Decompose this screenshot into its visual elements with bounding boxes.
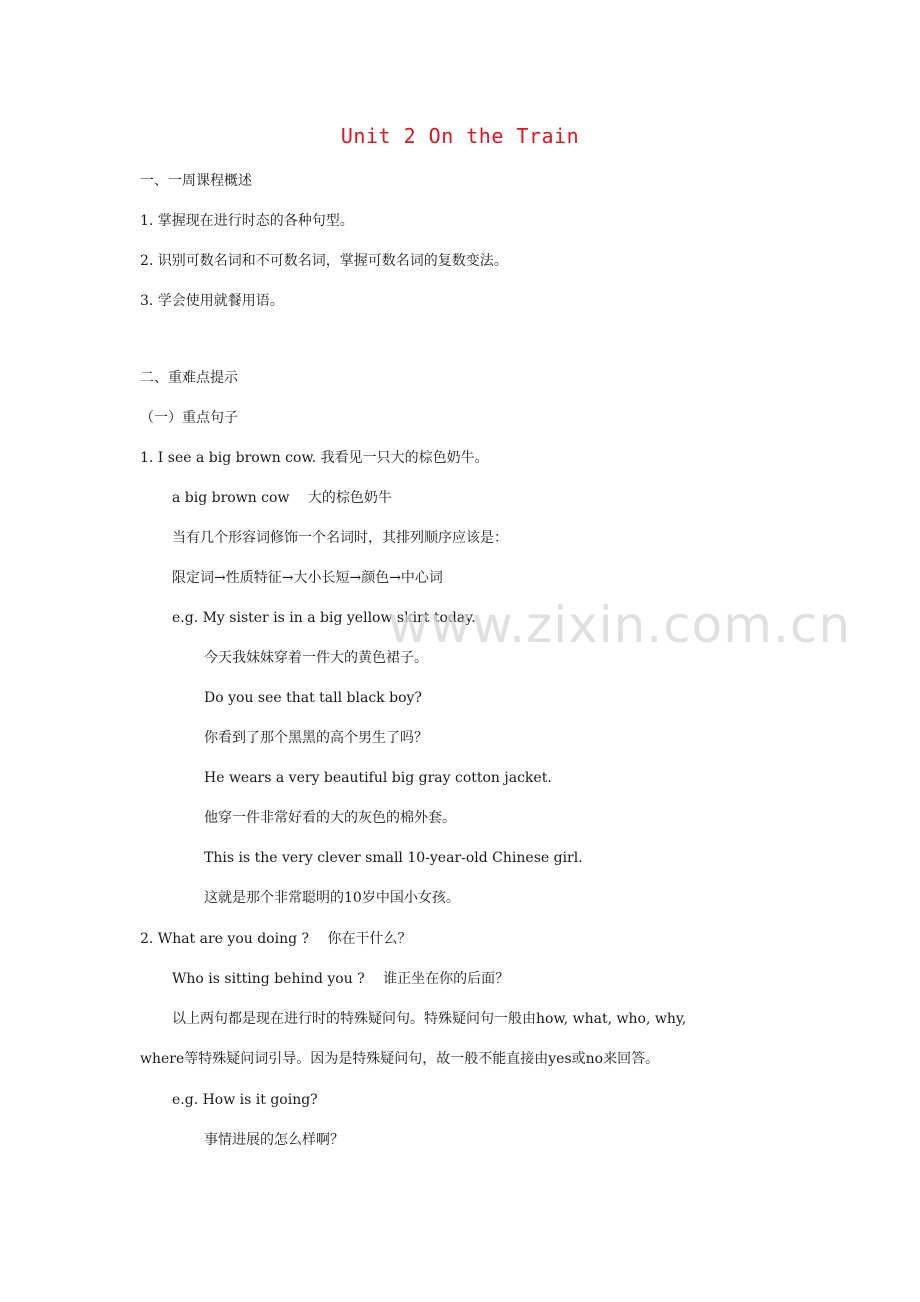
example-translation: 事情进展的怎么样啊？ [204,1132,344,1148]
key-sentence-2: 2. What are you doing ? 你在干什么？ [140,931,412,947]
explanation-line-2: where等特殊疑问词引导。因为是特殊疑问句，故一般不能直接由yes或no来回答。 [140,1051,660,1067]
section1-heading: 一、一周课程概述 [140,173,252,189]
example-line: 这就是那个非常聪明的10岁中国小女孩。 [204,890,460,906]
section1-item-3: 3. 学会使用就餐用语。 [140,293,284,309]
section1-item-2: 2. 识别可数名词和不可数名词，掌握可数名词的复数变法。 [140,253,508,269]
example-line: 你看到了那个黑黑的高个男生了吗？ [204,730,428,746]
section2-subheading: （一）重点句子 [140,410,238,426]
example-line: 他穿一件非常好看的大的灰色的棉外套。 [204,810,456,826]
example-line: 今天我妹妹穿着一件大的黄色裙子。 [204,650,428,666]
adjective-order-rule: 限定词→性质特征→大小长短→颜色→中心词 [172,570,443,586]
explanation-line-1: 以上两句都是现在进行时的特殊疑问句。特殊疑问句一般由how, what, who, why, [172,1011,687,1027]
key-sentence-1: 1. I see a big brown cow. 我看见一只大的棕色奶牛。 [140,450,489,466]
section2-heading: 二、重难点提示 [140,370,238,386]
key-phrase: a big brown cow 大的棕色奶牛 [172,490,392,506]
example-line: Do you see that tall black boy? [204,690,422,706]
example-intro-2: e.g. How is it going? [172,1092,318,1108]
site-watermark: www.zixin.com.cn [388,596,852,654]
example-line: He wears a very beautiful big gray cotton jacket. [204,770,552,786]
example-intro: e.g. My sister is in a big yellow skirt today. [172,610,476,626]
adjective-order-intro: 当有几个形容词修饰一个名词时，其排列顺序应该是： [172,530,508,546]
key-sentence-2b: Who is sitting behind you ? 谁正坐在你的后面？ [172,971,510,987]
section1-item-1: 1. 掌握现在进行时态的各种句型。 [140,213,354,229]
document-title: Unit 2 On the Train [340,124,580,148]
example-line: This is the very clever small 10-year-old Chinese girl. [204,850,583,866]
